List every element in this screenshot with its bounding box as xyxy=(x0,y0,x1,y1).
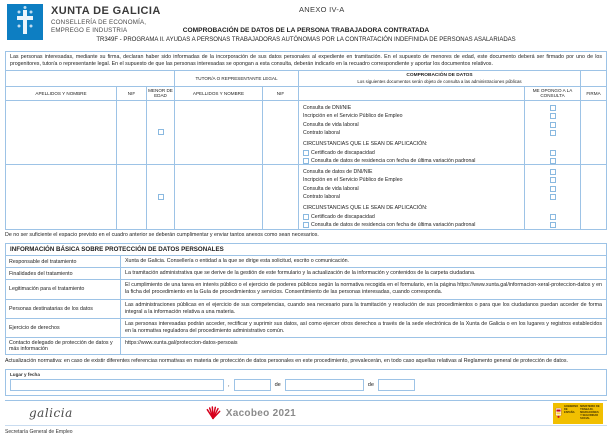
me-opongo-empty-line xyxy=(525,140,580,148)
place-input[interactable] xyxy=(10,379,224,391)
secretaria-label: Secretaría General de Empleo xyxy=(5,429,73,435)
info-row-value: Las personas interesadas podrán acceder, rectificar y suprimir sus datos, así como ejercer otros derechos a través de la sede electrónica de la Xunta de Galicia o en los lugares y registros establecidos en la normativa reguladora del procedimiento administrativo común. xyxy=(125,320,602,334)
circunstancias-title: CIRCUNSTANCIAS QUE LE SEAN DE APLICACIÓN: xyxy=(303,141,428,148)
info-row-label: Personas destinatarias de los datos xyxy=(6,300,121,318)
me-opongo-checkboxes-row2 xyxy=(525,165,581,229)
bottom-divider xyxy=(5,425,607,426)
department-line2: EMPREGO E INDUSTRIA xyxy=(51,27,128,35)
consulta-item: Consulta de vida laboral xyxy=(303,121,359,128)
col-header-tutor-apellidos: APELLIDOS Y NOMBRE xyxy=(175,87,263,101)
consulta-item: Consulta de vida laboral xyxy=(303,185,359,192)
me-opongo-checkbox[interactable] xyxy=(550,150,556,156)
me-opongo-checkbox[interactable] xyxy=(550,122,556,128)
consulta-item: Consulta de DNI/NIE xyxy=(303,105,352,112)
info-row-label: Contacto delegado de protección de datos y más información xyxy=(6,338,121,354)
month-input[interactable] xyxy=(285,379,364,391)
de-separator: de xyxy=(274,382,281,389)
info-row-value: La tramitación administrativa que se derive de la gestión de este formulario y la actualización de la información y contenidos de la carpeta ciudadana. xyxy=(125,270,476,277)
me-opongo-empty-line xyxy=(525,204,580,212)
consulta-items-row1 xyxy=(299,101,525,165)
col-header-firma: FIRMA xyxy=(581,87,606,101)
info-row xyxy=(6,338,606,354)
me-opongo-checkbox[interactable] xyxy=(550,177,556,183)
year-input[interactable] xyxy=(378,379,415,391)
circunstancia-item xyxy=(303,212,524,220)
comprobacion-header xyxy=(299,71,581,87)
ministerio-label: MINISTERIO DE TRABAJO, MIGRACIONES Y SEGURIDAD SOCIAL xyxy=(580,405,600,420)
info-row-value: El cumplimiento de una tarea en interés público o el ejercicio de poderes públicos según la normativa recogida en el formulario, en la página https://www.xunta.gal/informacion-xeral-proteccion-datos y en la ficha del procedimiento en la Guía de procedimientos y servicios. Consentimiento de las personas interesadas, cuando corresponda. xyxy=(125,282,602,296)
circunstancia-item xyxy=(303,157,524,165)
col-header-me-opongo: ME OPONGO A LA CONSULTA xyxy=(525,87,581,101)
gobierno-label: GOBIERNO DE ESPAÑA xyxy=(564,405,579,414)
form-subtitle: TR349F - PROGRAMA II. AYUDAS A PERSONAS TRABAJADORAS AUTÓNOMAS POR LA CONTRATACIÓN INDEFINIDA DE PERSONAS ASALARIADAS xyxy=(96,37,516,43)
header-spacer xyxy=(581,71,606,87)
consulta-item: Incripción en el Servicio Público de Empleo xyxy=(303,113,403,120)
consulta-item: Contrato laboral xyxy=(303,130,340,136)
nif-field-row2[interactable] xyxy=(117,165,147,229)
me-opongo-checkbox[interactable] xyxy=(550,222,556,228)
circunstancia-checkbox[interactable] xyxy=(303,222,309,228)
scallop-shell-icon xyxy=(205,405,221,421)
xacobeo-label: Xacobeo 2021 xyxy=(225,407,297,419)
place-date-box xyxy=(5,369,607,396)
day-input[interactable] xyxy=(234,379,271,391)
menor-de-edad-cell-row1 xyxy=(147,101,175,165)
apellidos-field-row1[interactable] xyxy=(6,101,117,165)
legal-update-note: Actualización normativa: en caso de existir diferentes referencias normativas en materia de protección de datos personales en este procedimiento, prevalecerán, en todo caso aquellas relativas al Reglamento general de protección de datos. xyxy=(5,358,568,365)
info-row-label: Ejercicio de derechos xyxy=(6,319,121,337)
consulta-item: Contrato laboral xyxy=(303,194,340,200)
tutor-header: TUTOR/A O REPRESENTANTE LEGAL xyxy=(175,71,299,87)
circunstancia-item xyxy=(303,148,524,156)
me-opongo-checkbox[interactable] xyxy=(550,105,556,111)
header-spacer xyxy=(6,71,175,87)
info-row xyxy=(6,256,606,268)
spain-coat-of-arms-icon xyxy=(555,407,562,419)
xunta-de-galicia-logo-icon xyxy=(7,4,43,40)
comma-separator: , xyxy=(228,382,230,389)
info-row xyxy=(6,319,606,338)
form-title: COMPROBACIÓN DE DATOS DE LA PERSONA TRABAJADORA CONTRATADA xyxy=(182,27,430,34)
apellidos-field-row2[interactable] xyxy=(6,165,117,229)
info-row-value: Xunta de Galicia. Consellería o entidad a la que se dirige esta solicitud, escrito o comunicación. xyxy=(125,257,350,264)
footer-logos xyxy=(5,401,607,425)
form-header xyxy=(5,0,607,50)
me-opongo-checkbox[interactable] xyxy=(550,214,556,220)
info-row-label: Responsable del tratamiento xyxy=(6,256,121,267)
de-separator: de xyxy=(367,382,375,389)
tutor-apellidos-field-row2[interactable] xyxy=(175,165,263,229)
tutor-apellidos-field-row1[interactable] xyxy=(175,101,263,165)
xacobeo-logo xyxy=(205,405,296,421)
comprobacion-subtitle: Los siguientes documentos serán objeto de consulta a las administraciones públicas xyxy=(357,78,522,84)
firma-field-row1[interactable] xyxy=(581,101,606,165)
info-row xyxy=(6,280,606,299)
circunstancias-title: CIRCUNSTANCIAS QUE LE SEAN DE APLICACIÓN: xyxy=(303,205,428,212)
circunstancia-label: Consulta de datos de residencia con fecha de última variación padronal xyxy=(311,221,476,228)
department-line1: CONSELLERÍA DE ECONOMÍA, xyxy=(51,19,147,26)
intro-text: Las personas interesadas, mediante su firma, declaran haber sido informadas de la incorporación de sus datos personales al expediente en tramitación. En el supuesto de menores de edad, este documento deberá ser firmado por uno de los progenitores, tutor/a o representante legal. En el supuesto de que las personas interesadas se opongan a esta consulta, deberán indicarlo en la recuadro correspondiente y aportar los documentos relativos. xyxy=(5,51,607,71)
info-row-value: Las administraciones públicas en el ejercicio de sus competencias, cuando sea necesario para la tramitación y resolución de sus procedimientos o para que los ciudadanos puedan acceder de forma integral a la información relativa a una materia. xyxy=(125,301,602,315)
info-row xyxy=(6,268,606,280)
col-header-tutor-nif: NIF xyxy=(263,87,299,101)
info-row-label: Finalidades del tratamiento xyxy=(6,268,121,279)
circunstancia-label: Certificado de discapacidad xyxy=(311,149,375,156)
info-row xyxy=(6,300,606,319)
circunstancia-checkbox[interactable] xyxy=(303,158,309,164)
me-opongo-checkbox[interactable] xyxy=(550,113,556,119)
col-header-consulta-spacer xyxy=(299,87,525,101)
me-opongo-checkbox[interactable] xyxy=(550,194,556,200)
data-protection-section xyxy=(5,243,607,355)
circunstancia-item xyxy=(303,221,524,229)
info-row-label: Legitimación para el tratamiento xyxy=(6,280,121,298)
menor-de-edad-checkbox-row1[interactable] xyxy=(158,129,164,135)
annex-label: ANEXO IV-A xyxy=(299,5,345,14)
menor-de-edad-checkbox-row2[interactable] xyxy=(158,194,164,200)
comprobacion-title: COMPROBACIÓN DE DATOS xyxy=(406,72,473,78)
galicia-logo: galicia xyxy=(29,406,73,421)
me-opongo-checkbox[interactable] xyxy=(550,158,556,164)
me-opongo-checkbox[interactable] xyxy=(550,169,556,175)
circunstancia-checkbox[interactable] xyxy=(303,214,309,220)
me-opongo-checkboxes-row1 xyxy=(525,101,581,165)
info-row-value-url[interactable]: https://www.xunta.gal/proteccion-datos-persoais xyxy=(125,340,238,347)
consulta-item: Consulta de datos de DNI/NIE xyxy=(303,169,373,176)
col-header-menor-de-edad: MENOR DE EDAD xyxy=(147,87,175,101)
org-name: XUNTA DE GALICIA xyxy=(51,5,161,17)
me-opongo-checkbox[interactable] xyxy=(550,130,556,136)
firma-field-row2[interactable] xyxy=(581,165,606,229)
tutor-nif-field-row1[interactable] xyxy=(263,101,299,165)
circunstancia-checkbox[interactable] xyxy=(303,150,309,156)
data-check-table xyxy=(5,70,607,230)
data-protection-title: INFORMACIÓN BÁSICA SOBRE PROTECCIÓN DE DATOS PERSONALES xyxy=(6,244,606,256)
consulta-items-row2 xyxy=(299,165,525,229)
tutor-nif-field-row2[interactable] xyxy=(263,165,299,229)
circunstancia-label: Certificado de discapacidad xyxy=(311,213,375,220)
me-opongo-checkbox[interactable] xyxy=(550,186,556,192)
insufficient-space-note: De no ser suficiente el espacio previsto en el cuadro anterior se deberán cumplimentar y enviar tantos anexos como sean necesarios. xyxy=(5,231,319,238)
col-header-apellidos: APELLIDOS Y NOMBRE xyxy=(6,87,117,101)
place-date-label: Lugar y fecha xyxy=(10,372,40,378)
menor-de-edad-cell-row2 xyxy=(147,165,175,229)
consulta-item: Incripción en el Servicio Público de Empleo xyxy=(303,177,403,184)
circunstancia-label: Consulta de datos de residencia con fecha de última variación padronal xyxy=(311,157,476,164)
nif-field-row1[interactable] xyxy=(117,101,147,165)
col-header-nif: NIF xyxy=(117,87,147,101)
gobierno-de-espana-logo xyxy=(553,403,603,424)
